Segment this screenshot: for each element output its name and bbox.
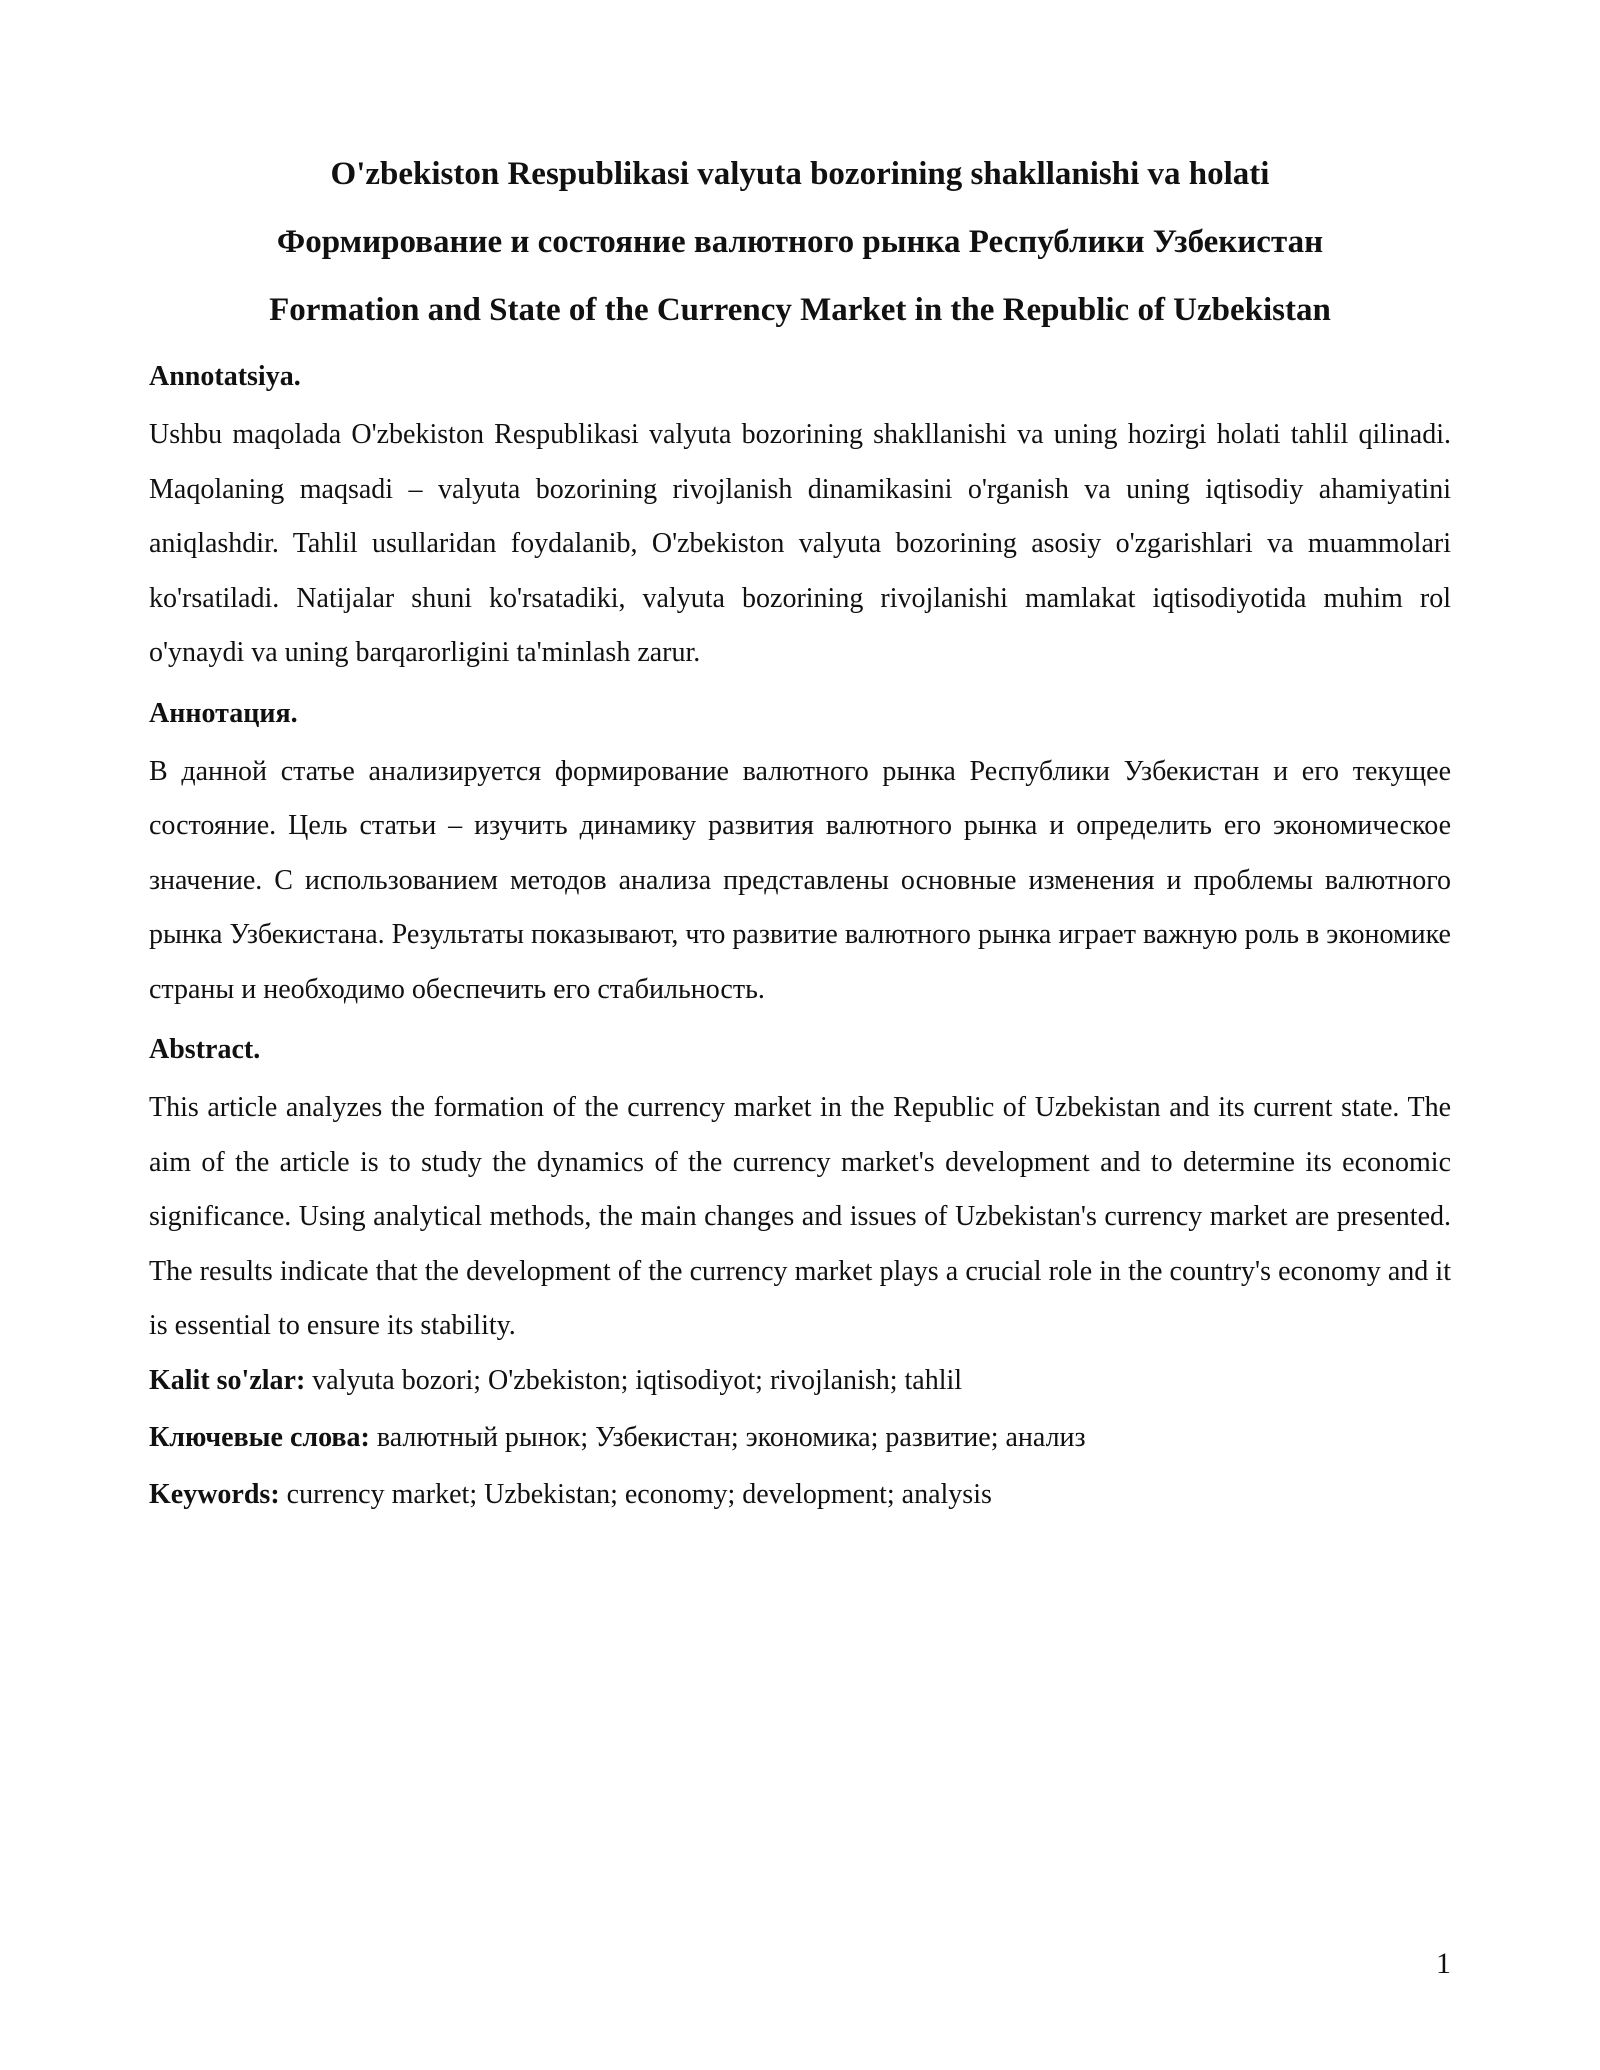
keywords-text-russian: валютный рынок; Узбекистан; экономика; развитие; анализ [376,1421,1086,1453]
keywords-text-uzbek: valyuta bozori; O'zbekiston; iqtisodiyot; rivojlanish; tahlil [312,1364,963,1396]
keywords-text-english: currency market; Uzbekistan; economy; development; analysis [286,1478,992,1510]
keywords-label-uzbek: Kalit so'zlar: [149,1364,306,1396]
keywords-uzbek [149,1362,1451,1400]
abstract-text-russian: В данной статье анализируется формирование валютного рынка Республики Узбекистан и его текущее состояние. Цель статьи – изучить динамику развития валютного рынка и определить его экономическое значение. С использованием методов анализа представлены основные изменения и проблемы валютного рынка Узбекистана. Результаты показывают, что развитие валютного рынка играет важную роль в экономике страны и необходимо обеспечить его стабильность. [149,755,1451,1005]
keywords-label-english: Keywords: [149,1478,280,1510]
title-russian: Формирование и состояние валютного рынка Республики Узбекистан [276,224,1324,260]
abstract-heading-uzbek: Annotatsiya. [149,361,301,392]
abstract-heading-english: Abstract. [149,1034,261,1065]
title-uzbek: O'zbekiston Respublikasi valyuta bozorining shakllanishi va holati [330,156,1270,192]
page-number: 1 [1436,1947,1451,1980]
title-english: Formation and State of the Currency Market in the Republic of Uzbekistan [269,292,1331,328]
abstract-text-uzbek: Ushbu maqolada O'zbekiston Respublikasi valyuta bozorining shakllanishi va uning hozirgi holati tahlil qilinadi. Maqolaning maqsadi – valyuta bozorining rivojlanish dinamikasini o'rganish va uning iqtisodiy ahamiyatini aniqlashdir. Tahlil usullaridan foydalanib, O'zbekiston valyuta bozorining asosiy o'zgarishlari va muammolari ko'rsatiladi. Natijalar shuni ko'rsatadiki, valyuta bozorining rivojlanishi mamlakat iqtisodiyotida muhim rol o'ynaydi va uning barqarorligini ta'minlash zarur. [149,419,1451,668]
document-page [149,140,1451,1533]
keywords-label-russian: Ключевые слова: [149,1421,370,1453]
keywords-english [149,1476,1451,1514]
abstract-heading-russian: Аннотация. [149,697,298,729]
keywords-russian [149,1419,1451,1457]
abstract-text-english: This article analyzes the formation of the currency market in the Republic of Uzbekistan and its current state. The aim of the article is to study the dynamics of the currency market's development and to determine its economic significance. Using analytical methods, the main changes and issues of Uzbekistan's currency market are presented. The results indicate that the development of the currency market plays a crucial role in the country's economy and it is essential to ensure its stability. [149,1092,1451,1341]
